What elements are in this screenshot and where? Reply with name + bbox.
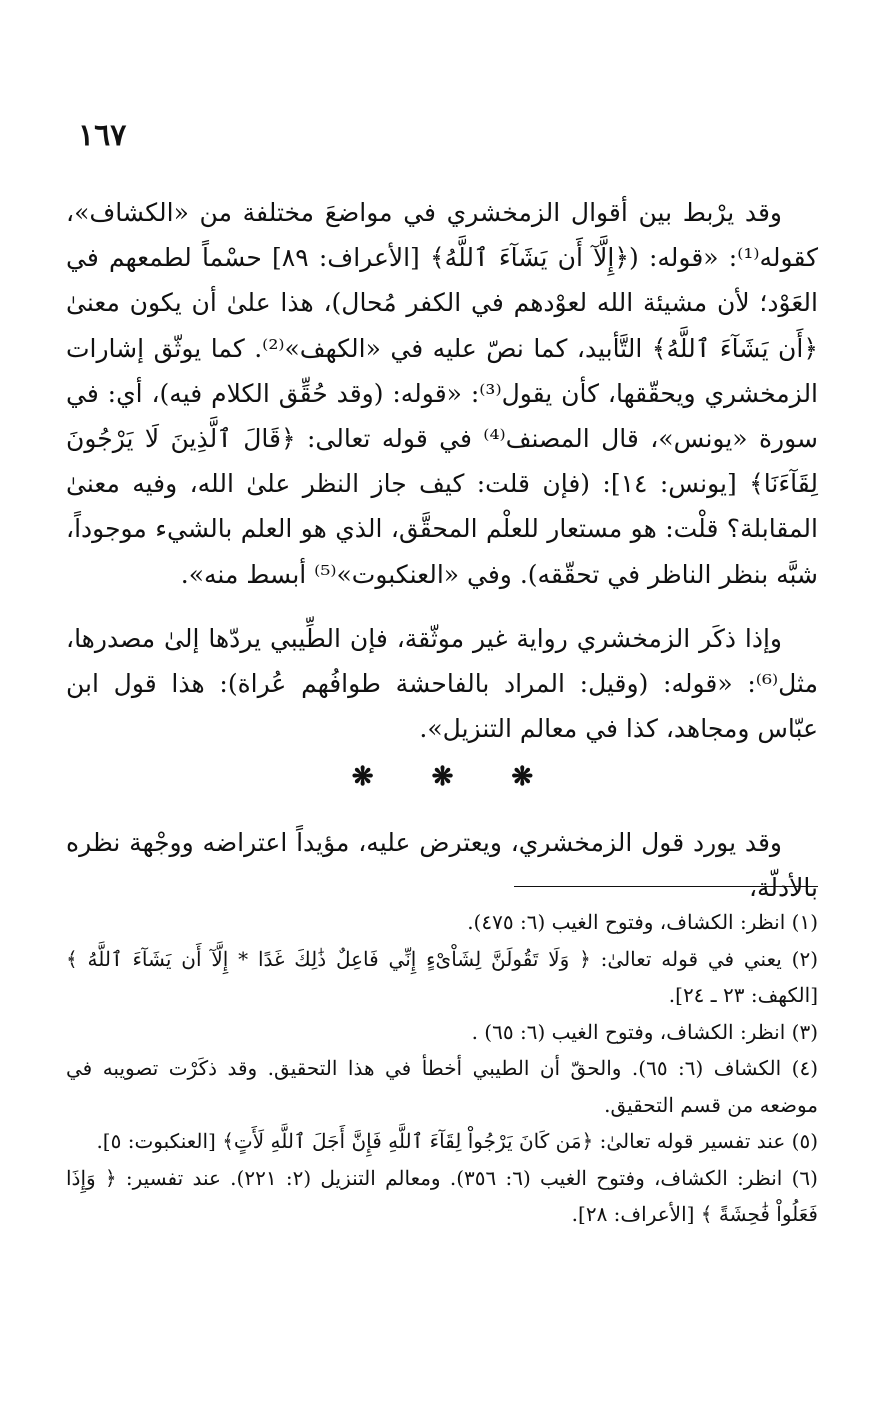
footnote: (٤) الكشاف (٦: ٦٥). والحقّ أن الطيبي أخطأ في هذا التحقيق. وقد ذكَرْت تصويبه في موضعه من قسم التحقيق. bbox=[66, 1056, 818, 1117]
footnote: (٣) انظر: الكشاف، وفتوح الغيب (٦: ٦٥) . bbox=[471, 1019, 818, 1044]
footnote: (١) انظر: الكشاف، وفتوح الغيب (٦: ٤٧٥). bbox=[467, 910, 818, 934]
footnote: (٦) انظر: الكشاف، وفتوح الغيب (٦: ٣٥٦). ومعالم التنزيل (٢: ٢٢١). عند تفسير: ﴿ وَإِذَا فَعَلُواْ فَٰحِشَةً ﴾ [الأعراف: ٢٨]. bbox=[66, 1165, 818, 1226]
asterism-star-icon: ❋ bbox=[511, 762, 534, 792]
asterism-star-icon: ❋ bbox=[431, 762, 454, 792]
paragraph: وقد يورد قول الزمخشري، ويعترض عليه، مؤيداً اعتراضه ووجْهة نظره بالأدلّة، bbox=[66, 828, 818, 902]
footnote: (٢) يعني في قوله تعالىٰ: ﴿ وَلَا تَقُولَنَّ لِشَاْىْءٍ إِنِّي فَاعِلٌ ذَٰلِكَ غَدًا * إِلَّآ أَن يَشَآءَ ٱللَّهُ ﴾ [الكهف: ٢٣ ـ ٢٤]. bbox=[66, 946, 818, 1007]
footnote-divider bbox=[514, 886, 818, 887]
section-separator bbox=[0, 762, 885, 792]
paragraph: وقد يرْبط بين أقوال الزمخشري في مواضعَ مختلفة من «الكشاف»، كقوله⁽¹⁾: «قوله: (﴿إِلَّآ أَن يَشَآءَ ٱللَّهُ﴾ [الأعراف: ٨٩] حسْماً لطمعهم في العَوْد؛ لأن مشيئة الله لعوْدهم في الكفر مُحال)، هذا علىٰ أن يكون معنىٰ ﴿أَن يَشَآءَ ٱللَّهُ﴾ التَّأبيد، كما نصّ عليه في «الكهف»⁽²⁾. كما يوثّق إشارات الزمخشري ويحقّقها، كأن يقول⁽³⁾: «قوله: (وقد حُقِّق الكلام فيه)، أي: في سورة «يونس»، قال المصنف⁽⁴⁾ في قوله تعالى: ﴿قَالَ ٱلَّذِينَ لَا يَرْجُونَ لِقَآءَنَا﴾ [يونس: ١٤]: (فإن قلت: كيف جاز النظر علىٰ الله، وفيه معنىٰ المقابلة؟ قلْت: هو مستعار للعلْم المحقَّق، الذي هو العلم بالشيء موجوداً، شبَّه بنظر الناظر في تحقّقه). وفي «العنكبوت»⁽⁵⁾ أبسط منه». bbox=[66, 198, 819, 589]
footnotes bbox=[66, 904, 818, 1233]
asterism-star-icon: ❋ bbox=[351, 762, 374, 792]
paragraph: وإذا ذكَر الزمخشري رواية غير موثّقة، فإن الطِّيبي يردّها إلىٰ مصدرها، مثل⁽⁶⁾: «قوله: (وقيل: المراد بالفاحشة طوافُهم عُراة): هذا قول ابن عبّاس ومجاهد، كذا في معالم التنزيل». bbox=[66, 623, 818, 744]
main-text bbox=[66, 190, 818, 770]
footnote: (٥) عند تفسير قوله تعالىٰ: ﴿مَن كَانَ يَرْجُواْ لِقَآءَ ٱللَّهِ فَإِنَّ أَجَلَ ٱللَّهِ لَأَتٍ﴾ [العنكبوت: ٥]. bbox=[96, 1129, 818, 1153]
page-number: ١٦٧ bbox=[78, 118, 127, 153]
